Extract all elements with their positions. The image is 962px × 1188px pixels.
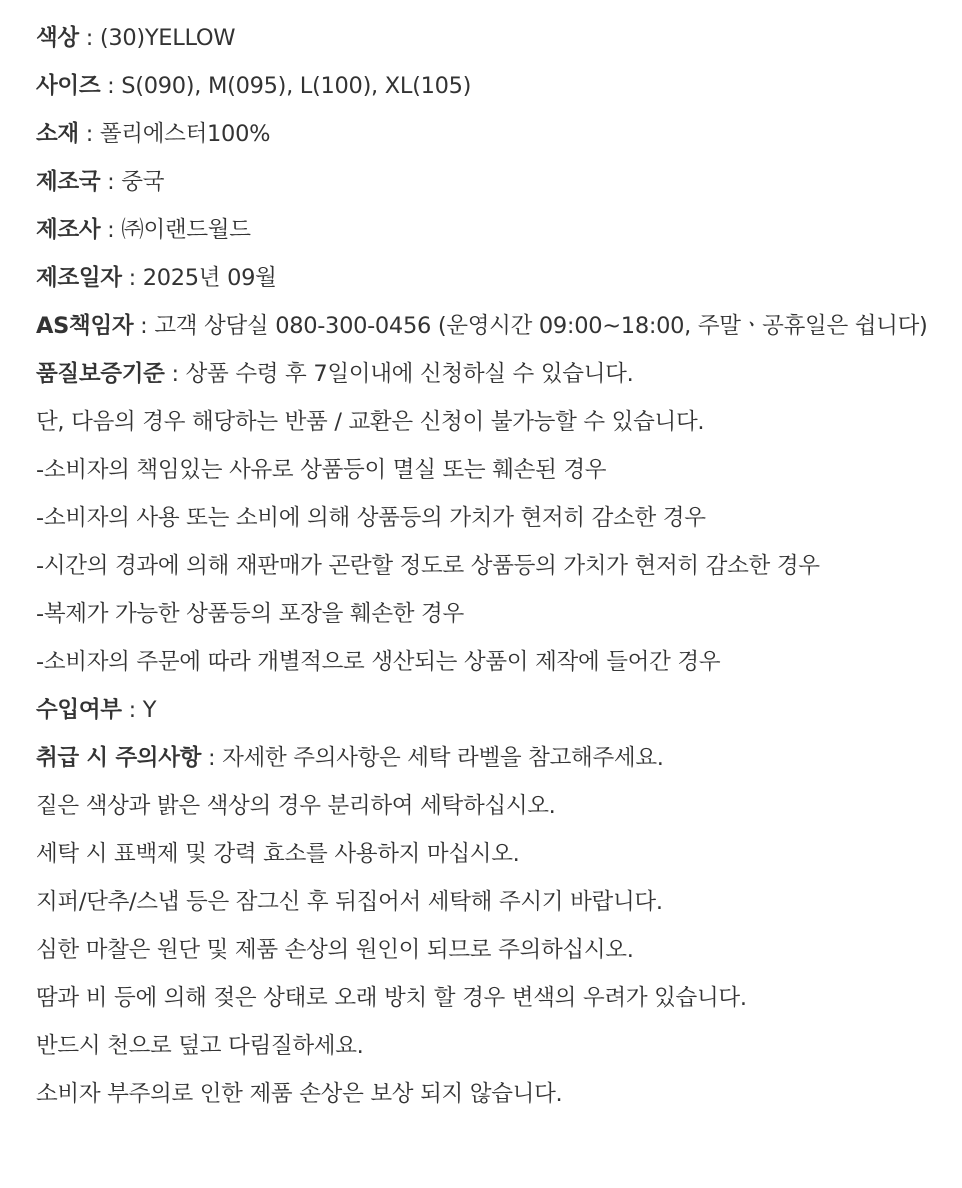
quality-note-line: -소비자의 책임있는 사유로 상품등이 멸실 또는 훼손된 경우 [36, 457, 607, 483]
size-value: : S(090), M(095), L(100), XL(105) [100, 73, 472, 99]
quality-note-line: 단, 다음의 경우 해당하는 반품 / 교환은 신청이 불가능할 수 있습니다. [36, 409, 705, 435]
quality-standard-row [36, 350, 928, 398]
color-label: 색상 [36, 25, 79, 51]
import-label: 수입여부 [36, 697, 122, 723]
care-note-line: 심한 마찰은 원단 및 제품 손상의 원인이 되므로 주의하십시오. [36, 937, 634, 963]
as-manager-value: : 고객 상담실 080-300-0456 (운영시간 09:00~18:00, 주말ㆍ공휴일은 쉽니다) [133, 313, 928, 339]
care-value: : 자세한 주의사항은 세탁 라벨을 참고해주세요. [201, 745, 664, 771]
import-row [36, 686, 928, 734]
manufacture-date-label: 제조일자 [36, 265, 122, 291]
quality-note-line: -소비자의 주문에 따라 개별적으로 생산되는 상품이 제작에 들어간 경우 [36, 649, 721, 675]
manufacturer-value: : ㈜이랜드월드 [100, 217, 251, 243]
quality-standard-value: : 상품 수령 후 7일이내에 신청하실 수 있습니다. [164, 361, 634, 387]
care-note-line: 세탁 시 표백제 및 강력 효소를 사용하지 마십시오. [36, 841, 520, 867]
material-label: 소재 [36, 121, 79, 147]
color-row [36, 14, 928, 62]
quality-note-line: -복제가 가능한 상품등의 포장을 훼손한 경우 [36, 601, 464, 627]
product-info-section [36, 14, 928, 1118]
care-note-line: 짙은 색상과 밝은 색상의 경우 분리하여 세탁하십시오. [36, 793, 556, 819]
care-label: 취급 시 주의사항 [36, 745, 202, 771]
color-value: : (30)YELLOW [78, 25, 236, 51]
as-manager-label: AS책임자 [36, 313, 134, 339]
as-manager-row [36, 302, 928, 350]
size-row [36, 62, 928, 110]
quality-standard-label: 품질보증기준 [36, 361, 165, 387]
quality-note-line: -소비자의 사용 또는 소비에 의해 상품등의 가치가 현저히 감소한 경우 [36, 505, 706, 531]
care-note-line: 땀과 비 등에 의해 젖은 상태로 오래 방치 할 경우 변색의 우려가 있습니다. [36, 985, 747, 1011]
material-row [36, 110, 928, 158]
care-note-line: 지퍼/단추/스냅 등은 잠그신 후 뒤집어서 세탁해 주시기 바랍니다. [36, 889, 663, 915]
manufacture-date-value: : 2025년 09월 [121, 265, 277, 291]
quality-note-line: -시간의 경과에 의해 재판매가 곤란할 정도로 상품등의 가치가 현저히 감소한 경우 [36, 553, 820, 579]
care-note-line: 반드시 천으로 덮고 다림질하세요. [36, 1033, 364, 1059]
care-note-line: 소비자 부주의로 인한 제품 손상은 보상 되지 않습니다. [36, 1081, 563, 1107]
country-row [36, 158, 928, 206]
country-label: 제조국 [36, 169, 101, 195]
manufacturer-label: 제조사 [36, 217, 101, 243]
manufacturer-row [36, 206, 928, 254]
manufacture-date-row [36, 254, 928, 302]
country-value: : 중국 [100, 169, 165, 195]
material-value: : 폴리에스터100% [78, 121, 271, 147]
import-value: : Y [121, 697, 157, 723]
size-label: 사이즈 [36, 73, 101, 99]
care-row [36, 734, 928, 782]
